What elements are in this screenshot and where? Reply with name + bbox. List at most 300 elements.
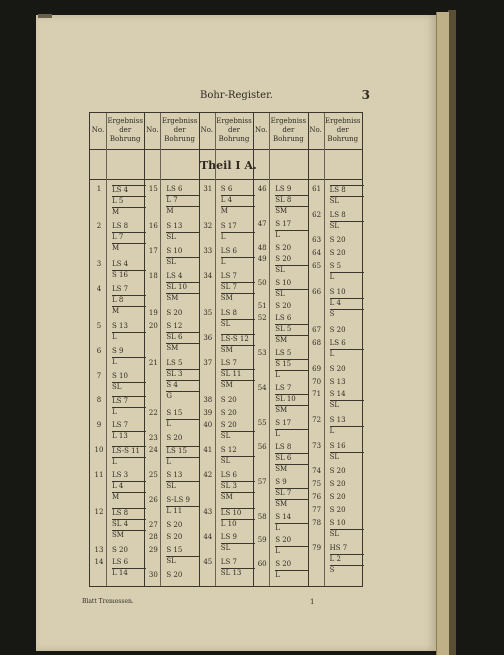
entry-result-line: SL 6 (166, 332, 200, 343)
entry-result (330, 249, 364, 259)
entry-result-line: SL 13 (221, 568, 255, 579)
page-title: Bohr-Register. (200, 90, 273, 101)
entry-result-line: S 20 (329, 364, 346, 373)
entry-result-line: SL (112, 382, 146, 393)
entry-result (221, 409, 255, 419)
entry-result-line: S 20 (166, 533, 183, 542)
entry-number: 77 (312, 505, 322, 514)
entry-result-line: S 10 (329, 287, 346, 296)
entry-number: 73 (312, 441, 322, 450)
entry-result-line: L (166, 419, 200, 430)
entry-result-line: G (166, 391, 200, 402)
entry-number: 57 (257, 477, 267, 486)
entry-result (330, 339, 364, 360)
entry-result-line: LS-S 12 (221, 334, 255, 345)
entry-result-line: L (221, 257, 255, 268)
entry-result-line: S 10 (275, 278, 292, 287)
entry-number: 60 (257, 559, 267, 568)
entry-result-line: S 20 (329, 493, 346, 502)
entry-number: 4 (96, 284, 102, 293)
entry-result (275, 185, 309, 217)
entry-result (330, 326, 364, 336)
entry-result-line: S 10 (329, 518, 346, 527)
entry-result (221, 471, 255, 503)
entry-number: 49 (257, 255, 267, 264)
entry-result-line: S 13 (166, 471, 183, 480)
column-divider (308, 113, 309, 586)
entry-result-line: SM (221, 380, 255, 391)
entry-result-line: SM (275, 206, 309, 217)
entry-result-line: S 13 (329, 416, 346, 425)
entry-number: 55 (257, 419, 267, 428)
entry-result-line: S-LS 9 (166, 495, 190, 504)
entry-result-line: S 10 (112, 371, 128, 380)
entry-result (275, 478, 309, 510)
column-header-ergebniss (269, 113, 307, 150)
entry-result-line: M (112, 492, 146, 503)
column-header-line: der (119, 126, 132, 134)
entry-result-line: S 13 (112, 321, 128, 330)
entry-result-line: S 15 (166, 545, 183, 554)
entry-result-line: M (112, 207, 146, 218)
column-header-line: der (173, 126, 186, 134)
entry-number: 3 (96, 259, 102, 268)
entry-result-line: S 14 (329, 390, 346, 399)
entry-result-line: LS 8 (112, 508, 146, 519)
entry-number: 51 (257, 302, 267, 311)
entry-result-line: S 9 (275, 477, 287, 486)
entry-number: 50 (257, 278, 267, 287)
column-header-no: No. (253, 113, 269, 150)
entry-result-line: SL 7 (221, 282, 255, 293)
entry-result-line: L 2 (330, 554, 364, 565)
entry-result-line: L (275, 230, 309, 241)
no-column-divider (160, 113, 161, 586)
entry-result-line: S 9 (112, 346, 124, 355)
entry-result (221, 334, 255, 356)
column-header-line: Ergebniss (216, 117, 252, 125)
section-title: Theil I A. (200, 159, 257, 172)
column-header-line: Bohrung (327, 135, 359, 143)
entry-number: 11 (94, 471, 104, 480)
entry-number: 34 (203, 272, 213, 281)
entry-result (221, 396, 255, 406)
entry-result-line: HS 7 (329, 544, 348, 553)
entry-result-line: SM (275, 499, 309, 510)
entry-result-line: LS 7 (112, 421, 129, 430)
entry-result-line: LS 4 (112, 185, 146, 196)
entry-number: 79 (312, 544, 322, 553)
entry-number: 9 (96, 421, 102, 430)
entry-result-line: LS 8 (220, 309, 237, 318)
entry-number: 26 (148, 495, 158, 504)
entry-result-line: SL (330, 452, 364, 463)
entry-result (112, 421, 146, 442)
no-column-divider (269, 113, 270, 586)
entry-result-line: S (330, 565, 364, 576)
entry-number: 41 (203, 446, 213, 455)
entry-result-line: L (330, 349, 364, 360)
entry-result (112, 322, 146, 343)
entry-number: 31 (203, 185, 213, 193)
entry-number: 58 (257, 512, 267, 521)
entry-number: 35 (203, 309, 213, 318)
entry-result-line: LS 9 (275, 185, 292, 193)
register-table (89, 112, 363, 587)
entry-result-line: S 4 (166, 380, 200, 391)
entry-result-line: SM (112, 530, 146, 541)
entry-number: 72 (312, 416, 322, 425)
entry-result-line: SL (166, 556, 200, 567)
column-header-line: Bohrung (218, 135, 250, 143)
entry-number: 78 (312, 518, 322, 527)
entry-result-line: S 5 (329, 262, 342, 271)
entry-result-line: S 16 (329, 441, 346, 450)
entry-number: 32 (203, 222, 213, 231)
entry-result-line: S 20 (329, 467, 346, 476)
entry-number: 2 (96, 222, 102, 231)
entry-result (166, 359, 200, 402)
entry-number: 59 (257, 536, 267, 545)
entry-result-line: LS 7 (220, 272, 237, 281)
entry-result-line: S 13 (166, 222, 183, 231)
entry-result (112, 260, 146, 281)
entry-result-line: S 20 (329, 505, 346, 514)
entry-result (112, 546, 146, 556)
entry-result-line: L (221, 232, 255, 243)
entry-result-line: L (166, 457, 200, 468)
entry-result (330, 211, 364, 232)
entry-result (221, 359, 255, 391)
entry-result (330, 236, 364, 246)
entry-result-line: S 15 (166, 408, 183, 417)
entry-result-line: SL 8 (275, 195, 309, 206)
footer-number: 1 (310, 598, 315, 606)
entry-result-line: SL (330, 400, 364, 411)
entry-result-line: L (112, 357, 146, 368)
entry-result (275, 244, 309, 254)
column-header-line: Bohrung (109, 135, 141, 143)
entry-result (275, 384, 309, 416)
entry-number: 36 (203, 334, 213, 343)
entry-number: 21 (148, 359, 158, 368)
entry-number: 70 (312, 377, 322, 386)
entry-result-line: S 20 (275, 243, 292, 252)
entry-result (275, 279, 309, 300)
entry-result (166, 322, 200, 354)
entry-result-line: LS 8 (112, 222, 129, 231)
entry-result-line: LS 5 (166, 359, 183, 368)
entry-result (221, 247, 255, 268)
entry-result-line: SL (221, 456, 255, 467)
entry-result (112, 347, 146, 368)
entry-result-line: S 20 (329, 249, 346, 258)
entry-number: 47 (257, 220, 267, 229)
entry-result-line: M (221, 206, 255, 217)
entry-result-line: S 13 (329, 377, 346, 386)
no-column-divider (215, 113, 216, 586)
entry-result (330, 493, 364, 503)
entry-result-line: SL (330, 196, 364, 207)
entry-result-line: SL 10 (166, 282, 200, 293)
entry-result (166, 571, 200, 581)
column-divider (199, 113, 200, 586)
entry-number: 14 (94, 558, 104, 567)
entry-result-line: SL (166, 481, 200, 492)
entry-number: 28 (148, 533, 158, 542)
entry-result-line: SL (330, 529, 364, 540)
entry-result-line: LS 7 (112, 396, 146, 407)
entry-result-line: L 7 (166, 195, 200, 206)
entry-result-line: S 20 (275, 302, 292, 311)
entry-result (166, 247, 200, 268)
entry-result-line: SL 7 (275, 488, 309, 499)
entry-result (275, 513, 309, 534)
entry-result (112, 222, 146, 254)
entry-result (166, 533, 200, 543)
entry-result-line: L (275, 429, 309, 440)
entry-number: 6 (96, 346, 102, 355)
entry-result-line: LS 8 (275, 442, 292, 451)
entry-result (166, 446, 200, 468)
entry-result-line: LS 15 (166, 446, 200, 457)
entry-result-line: L (330, 272, 364, 283)
entry-result (330, 262, 364, 283)
entry-result-line: SM (275, 464, 309, 475)
entry-result-line: S 20 (220, 396, 237, 405)
entry-number: 19 (148, 309, 158, 318)
entry-number: 8 (96, 396, 102, 405)
column-header-no: No. (199, 113, 215, 150)
entry-number: 20 (148, 321, 158, 330)
entry-number: 46 (257, 185, 267, 193)
entry-result (221, 309, 255, 330)
entry-result-line: L 13 (112, 431, 146, 442)
entry-result-line: L (275, 370, 309, 381)
entry-result (221, 446, 255, 467)
entry-result-line: SL 11 (221, 369, 255, 380)
entry-number: 30 (148, 570, 158, 579)
entry-result-line: SL 5 (275, 324, 309, 335)
entry-result (221, 222, 255, 243)
entry-number: 64 (312, 249, 322, 258)
entry-result (275, 443, 309, 475)
entry-result (275, 419, 309, 440)
entry-result-line: SM (221, 293, 255, 304)
entry-result (221, 272, 255, 304)
entry-result (166, 546, 200, 567)
entry-number: 12 (94, 508, 104, 517)
entry-result-line: LS 7 (220, 359, 237, 368)
entry-result-line: L 8 (112, 295, 146, 306)
entry-result (166, 185, 200, 217)
entry-number: 37 (203, 359, 213, 368)
entry-result-line: S 16 (112, 270, 146, 281)
column-header-line: der (228, 126, 240, 134)
entry-result-line: SL (330, 221, 364, 232)
column-header-ergebniss (215, 113, 253, 150)
column-header-no: No. (144, 113, 160, 150)
entry-result (275, 220, 309, 241)
entry-result-line: LS 7 (112, 284, 129, 293)
entry-number: 24 (148, 446, 158, 455)
entry-result-line: S 6 (220, 185, 233, 193)
entry-result-line: SL (166, 257, 200, 268)
entry-result-line: S 20 (166, 433, 183, 442)
entry-number: 17 (148, 247, 158, 256)
entry-result-line: SL (275, 265, 309, 276)
entry-number: 42 (203, 471, 213, 480)
entry-number: 23 (148, 433, 158, 442)
entry-number: 25 (148, 471, 158, 480)
entry-result-line: SL (221, 431, 255, 442)
entry-result (275, 255, 309, 276)
entry-result (330, 467, 364, 477)
entry-number: 56 (257, 442, 267, 451)
entry-result-line: SL 3 (166, 369, 200, 380)
no-column-divider (324, 113, 325, 586)
entry-result (275, 302, 309, 312)
entry-number: 38 (203, 396, 213, 405)
entry-result (330, 416, 364, 437)
entry-number: 27 (148, 520, 158, 529)
section-title-row (90, 149, 362, 180)
entry-number: 61 (312, 185, 322, 193)
entry-result-line: LS 6 (220, 471, 237, 480)
entry-number: 1 (96, 185, 102, 193)
entry-result (112, 185, 146, 218)
entry-result (275, 314, 309, 346)
no-column-divider (106, 113, 107, 586)
entry-result (275, 536, 309, 557)
entry-number: 75 (312, 480, 322, 489)
entry-number: 52 (257, 313, 267, 322)
entry-result-line: LS 7 (220, 558, 237, 567)
entry-result-line: SL 4 (112, 519, 146, 530)
entry-number: 44 (203, 533, 213, 542)
entry-result (221, 533, 255, 554)
entry-number: 40 (203, 421, 213, 430)
entry-result-line: S 20 (166, 570, 183, 579)
entry-result-line: L (275, 570, 309, 581)
entry-result-line: SL (221, 543, 255, 554)
entry-result (166, 496, 200, 517)
entry-result-line: S 20 (166, 309, 183, 318)
entry-result-line: S 12 (220, 446, 237, 455)
entry-result-line: LS 6 (220, 247, 237, 256)
entry-result (166, 309, 200, 319)
entry-result-line: SL (275, 289, 309, 300)
entry-result-line: S 20 (275, 536, 292, 545)
entry-number: 10 (94, 446, 104, 455)
entry-result-line: S 20 (220, 421, 237, 430)
entry-result-line: S 17 (275, 220, 292, 229)
entry-result (112, 446, 146, 468)
entry-result (330, 390, 364, 411)
column-header-line: der (336, 126, 349, 134)
entry-result-line: LS 6 (112, 558, 129, 567)
entry-result (221, 558, 255, 579)
entry-result-line: L (112, 407, 146, 418)
entry-result-line: L 14 (112, 568, 146, 579)
entry-result-line: LS 8 (330, 185, 364, 196)
entry-number: 16 (148, 222, 158, 231)
entry-result-line: SL 3 (221, 481, 255, 492)
entry-result-line: L 10 (221, 519, 255, 530)
entry-number: 33 (203, 247, 213, 256)
entry-result (112, 372, 146, 393)
entry-number: 63 (312, 236, 322, 245)
column-header-no: No. (90, 113, 106, 150)
column-header-line: der (282, 126, 295, 134)
entry-number: 74 (312, 467, 322, 476)
entry-result-line: S 20 (275, 255, 292, 264)
page-tab-marker (38, 14, 52, 18)
entry-result-line: LS 6 (166, 185, 183, 193)
entry-result (221, 185, 255, 217)
entry-result-line: S 12 (166, 321, 183, 330)
entry-result (166, 521, 200, 531)
entry-result-line: S 17 (275, 419, 292, 428)
column-header-line: Ergebniss (107, 117, 143, 125)
column-header-line: Ergebniss (325, 117, 361, 125)
entry-number: 71 (312, 390, 322, 399)
entry-result-line: L (330, 426, 364, 437)
entry-result-line: L 4 (221, 195, 255, 206)
column-header-line: Ergebniss (161, 117, 198, 125)
column-header-line: Bohrung (164, 135, 195, 143)
entry-number: 48 (257, 243, 267, 252)
entry-result-line: L 7 (112, 232, 146, 243)
entry-result (166, 272, 200, 304)
entry-number: 18 (148, 272, 158, 281)
entry-result-line: S 17 (220, 222, 237, 231)
entry-result-line: L 4 (112, 481, 146, 492)
page-number: 3 (361, 88, 370, 102)
entry-number: 22 (148, 408, 158, 417)
entry-number: 15 (148, 185, 158, 193)
entry-result-line: LS 10 (221, 508, 255, 519)
footer-sheet-name: Blatt Tremessen. (82, 598, 134, 605)
entry-result-line: M (112, 243, 146, 254)
entry-result-line: SM (166, 343, 200, 354)
entry-result (166, 434, 200, 444)
entry-result-line: LS 8 (329, 210, 346, 219)
entry-result-line: SL 6 (275, 453, 309, 464)
entry-result-line: S 20 (329, 480, 346, 489)
entry-result-line: S 20 (275, 559, 292, 568)
entry-result-line: L (275, 523, 309, 534)
entry-result (221, 421, 255, 442)
entry-result-line: S 15 (275, 359, 309, 370)
book-edge-dark (448, 10, 456, 655)
entry-result (330, 519, 364, 540)
entry-number: 69 (312, 364, 322, 373)
entry-result (275, 349, 309, 381)
entry-result (330, 365, 364, 375)
entry-result-line: S 20 (220, 408, 237, 417)
entry-number: 29 (148, 545, 158, 554)
entry-result (330, 480, 364, 490)
entry-result-line: S 20 (329, 326, 346, 335)
entry-result-line: S 20 (112, 545, 128, 554)
entry-number: 5 (96, 321, 102, 330)
entry-result-line: S 20 (329, 236, 346, 245)
entry-result-line: SM (275, 405, 309, 416)
entry-result-line: SM (275, 335, 309, 346)
entry-number: 7 (96, 371, 102, 380)
entry-result (112, 396, 146, 418)
